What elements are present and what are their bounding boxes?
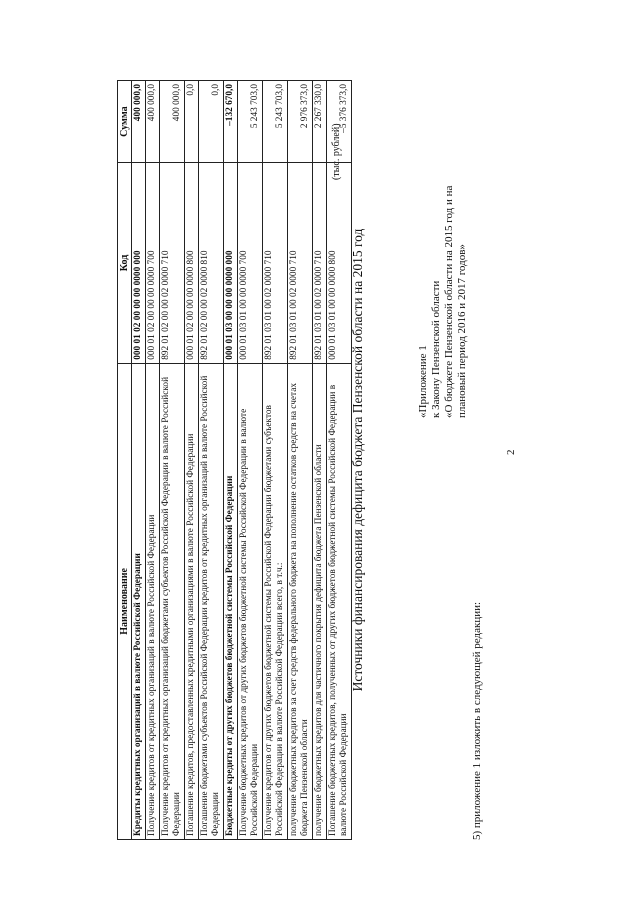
cell-code: 892 01 03 01 00 02 0000 710 xyxy=(288,163,313,364)
cell-sum: –132 670,0 xyxy=(224,81,238,163)
appendix-line: плановый период 2016 и 2017 годов» xyxy=(456,244,468,418)
cell-sum: 5 243 703,0 xyxy=(238,81,263,163)
table-row xyxy=(146,81,160,840)
appendix-header xyxy=(417,186,469,418)
cell-code: 000 01 03 00 00 00 0000 000 xyxy=(224,163,238,364)
table-row xyxy=(327,81,352,840)
cell-sum: 0,0 xyxy=(199,81,224,163)
cell-sum: 0,0 xyxy=(185,81,199,163)
financing-table xyxy=(117,80,352,840)
table-row xyxy=(160,81,185,840)
cell-code: 000 01 03 01 00 00 0000 700 xyxy=(238,163,263,364)
cell-sum: 2 976 373,0 xyxy=(288,81,313,163)
cell-name: Получение кредитов от других бюджетов бюджетной системы Российской Федерации бюджетами субъектов Российской Федерации в валюте Российской Федерации всего, в т.ч.: xyxy=(263,363,288,839)
cell-name: Получение кредитов от кредитных организаций в валюте Российской Федерации xyxy=(146,363,160,839)
cell-name: Получение кредитов от кредитных организаций бюджетами субъектов Российской Федерации в валюте Российской Федерации xyxy=(160,363,185,839)
cell-name: Погашение кредитов, предоставленных кредитными организациями в валюте Российской Федерации xyxy=(185,363,199,839)
header-name: Наименование xyxy=(118,363,132,839)
table-row xyxy=(238,81,263,840)
appendix-line: «Приложение 1 xyxy=(417,345,429,418)
cell-sum: 5 243 703,0 xyxy=(263,81,288,163)
cell-sum: 400 000,0 xyxy=(160,81,185,163)
intro-text: 5) приложение 1 изложить в следующей редакции: xyxy=(471,601,483,840)
cell-code: 892 01 03 01 00 02 0000 710 xyxy=(263,163,288,364)
cell-name: Кредиты кредитных организаций в валюте Российской Федерации xyxy=(132,363,146,839)
cell-name: получение бюджетных кредитов для частичного покрытия дефицита бюджета Пензенской области xyxy=(313,363,327,839)
cell-code: 000 01 02 00 00 00 0000 000 xyxy=(132,163,146,364)
cell-sum: 2 267 330,0 xyxy=(313,81,327,163)
table-row xyxy=(224,81,238,840)
cell-name: Получение бюджетных кредитов от других бюджетов бюджетной системы Российской Федерации в валюте Российской Федерации xyxy=(238,363,263,839)
table-body xyxy=(132,81,352,840)
appendix-line: «О бюджете Пензенской области на 2015 год и на xyxy=(443,185,455,418)
appendix-line: к Закону Пензенской области xyxy=(430,280,442,418)
table-header-row xyxy=(118,81,132,840)
cell-sum: 400 000,0 xyxy=(146,81,160,163)
cell-code: 892 01 03 01 00 02 0000 710 xyxy=(313,163,327,364)
table-row xyxy=(185,81,199,840)
header-code: Код xyxy=(118,163,132,364)
cell-code: 892 01 02 00 00 02 0000 810 xyxy=(199,163,224,364)
table-row xyxy=(263,81,288,840)
table-row xyxy=(313,81,327,840)
table-row xyxy=(288,81,313,840)
cell-name: Бюджетные кредиты от других бюджетов бюджетной системы Российской Федерации xyxy=(224,363,238,839)
table-row xyxy=(199,81,224,840)
cell-sum: –5 376 373,0 xyxy=(327,81,352,163)
cell-code: 892 01 02 00 00 02 0000 710 xyxy=(160,163,185,364)
header-sum: Сумма xyxy=(118,81,132,163)
cell-name: Погашение бюджетами субъектов Российской Федерации кредитов от кредитных организаций в валюте Российской Федерации xyxy=(199,363,224,839)
cell-name: Погашение бюджетных кредитов, полученных от других бюджетов бюджетной системы Российской Федерации в валюте Российской Федерации xyxy=(327,363,352,839)
table-row xyxy=(132,81,146,840)
document-title: Источники финансирования дефицита бюджета Пензенской области на 2015 год xyxy=(350,228,365,692)
cell-code: 000 01 02 00 00 00 0000 800 xyxy=(185,163,199,364)
cell-code: 000 01 02 00 00 00 0000 700 xyxy=(146,163,160,364)
cell-code: 000 01 03 01 00 00 0000 800 xyxy=(327,163,352,364)
cell-sum: 400 000,0 xyxy=(132,81,146,163)
page-number: 2 xyxy=(505,449,517,455)
units-label: (тыс. рублей) xyxy=(331,123,342,180)
cell-name: получение бюджетных кредитов за счет средств федерального бюджета на пополнение остатков средств на счетах бюджета Пензенской области xyxy=(288,363,313,839)
rotated-page xyxy=(95,70,545,850)
